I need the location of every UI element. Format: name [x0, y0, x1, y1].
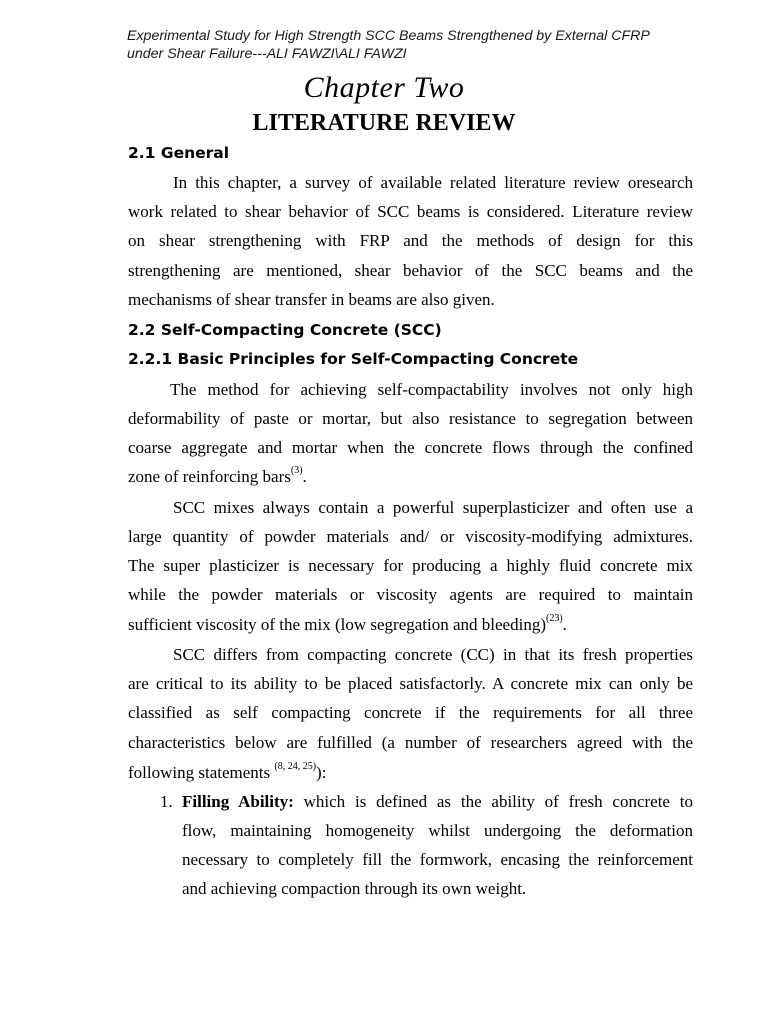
list-item-line: necessary to completely fill the formwork, encasing the reinforcement [182, 850, 693, 869]
paragraph-text: . [562, 615, 567, 634]
section-heading-2-2: 2.2 Self-Compacting Concrete (SCC) [128, 321, 442, 339]
page-title: LITERATURE REVIEW [252, 110, 516, 136]
list-item-line: flow, maintaining homogeneity whilst undergoing the deformation [182, 821, 693, 840]
citation-ref: (3) [290, 465, 303, 477]
paragraph-line [128, 614, 567, 636]
paragraph-line: strengthening are mentioned, shear behavior of the SCC beams and the [128, 261, 693, 280]
list-item-number: 1. [160, 792, 173, 811]
paragraph-text: ): [316, 763, 327, 782]
paragraph-line: large quantity of powder materials and/ or viscosity-modifying admixtures. [128, 527, 693, 546]
paragraph-text: following statements [128, 763, 275, 782]
chapter-label: Chapter Two [303, 71, 465, 104]
paragraph-line [128, 466, 307, 488]
paragraph-line: work related to shear behavior of SCC beams is considered. Literature review [128, 202, 693, 221]
paragraph-line: SCC mixes always contain a powerful superplasticizer and often use a [173, 498, 693, 517]
paragraph-line: The super plasticizer is necessary for producing a highly fluid concrete mix [128, 556, 693, 575]
running-header [127, 27, 717, 63]
list-item-line: and achieving compaction through its own weight. [182, 879, 527, 898]
paragraph-line: deformability of paste or mortar, but also resistance to segregation between [128, 409, 693, 428]
paragraph-line: while the powder materials or viscosity agents are required to maintain [128, 585, 693, 604]
running-header-line-2: under Shear Failure---ALI FAWZI\ALI FAWZI [127, 46, 407, 62]
section-heading-2-2-1: 2.2.1 Basic Principles for Self-Compacting Concrete [128, 350, 579, 368]
paragraph-line: The method for achieving self-compactability involves not only high [170, 380, 693, 399]
list-item-term: Filling Ability: [182, 792, 294, 811]
list-item [182, 791, 693, 813]
paragraph-line: coarse aggregate and mortar when the concrete flows through the confined [128, 438, 693, 457]
list-item-text: which is defined as the ability of fresh concrete to [293, 792, 693, 811]
paragraph-line: classified as self compacting concrete if the requirements for all three [128, 703, 693, 722]
running-header-line-1: Experimental Study for High Strength SCC Beams Strengthened by External CFRP [127, 28, 650, 44]
paragraph-line: SCC differs from compacting concrete (CC) in that its fresh properties [173, 645, 693, 664]
paragraph-line: characteristics below are fulfilled (a number of researchers agreed with the [128, 733, 693, 752]
paragraph-line: are critical to its ability to be placed satisfactorly. A concrete mix can only be [128, 674, 693, 693]
paragraph-line: mechanisms of shear transfer in beams are also given. [128, 290, 495, 309]
citation-ref: (8, 24, 25) [274, 761, 317, 773]
paragraph-text: sufficient viscosity of the mix (low segregation and bleeding) [128, 615, 546, 634]
paragraph-text: . [302, 467, 307, 486]
paragraph-text: zone of reinforcing bars [128, 467, 291, 486]
section-heading-2-1: 2.1 General [128, 144, 230, 162]
paragraph-line: In this chapter, a survey of available related literature review oresearch [173, 173, 693, 192]
paragraph-line [128, 762, 326, 784]
citation-ref: (23) [545, 613, 563, 625]
paragraph-line: on shear strengthening with FRP and the methods of design for this [128, 231, 693, 250]
